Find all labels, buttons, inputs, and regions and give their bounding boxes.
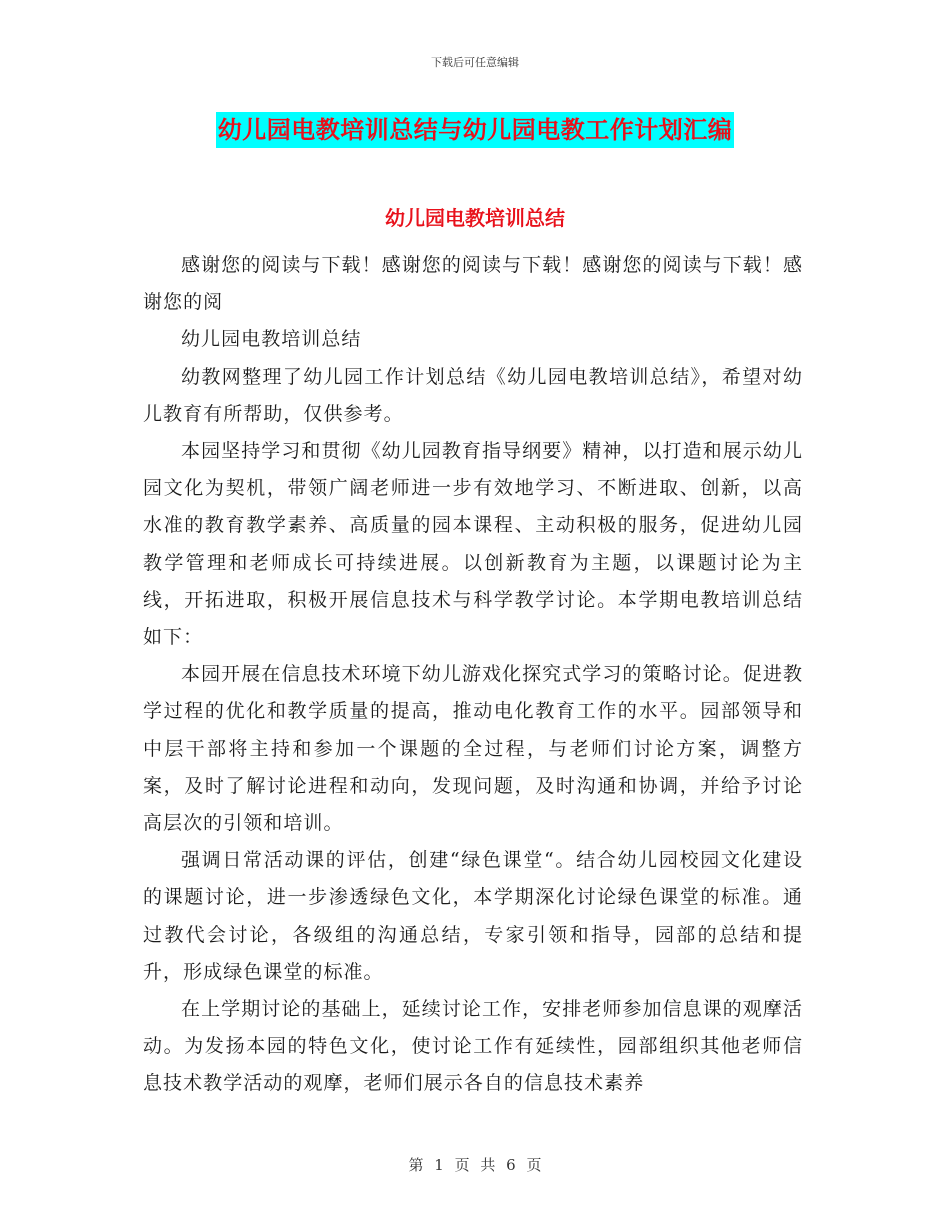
document-title-container — [0, 112, 950, 148]
paragraph-green-classroom: 强调日常活动课的评估，创建“绿色课堂“。结合幼儿园校园文化建设的课题讨论，进一步渗透绿色文化，本学期深化讨论绿色课堂的标准。通过教代会讨论，各级组的沟通总结，专家引领和指导，园部的总结和提升，形成绿色课堂的标准。 — [143, 849, 803, 983]
section-title: 幼儿园电教培训总结 — [385, 206, 565, 230]
document-title: 幼儿园电教培训总结与幼儿园电教工作计划汇编 — [216, 112, 735, 148]
paragraph-guideline: 本园坚持学习和贯彻《幼儿园教育指导纲要》精神，以打造和展示幼儿园文化为契机，带领广阔老师进一步有效地学习、不断进取、创新，以高水准的教育教学素养、高质量的园本课程、主动积极的服务，促进幼儿园教学管理和老师成长可持续进展。以创新教育为主题，以课题讨论为主线，开拓进取，积极开展信息技术与科学教学讨论。本学期电教培训总结如下： — [143, 440, 803, 649]
paragraph-subtitle: 幼儿园电教培训总结 — [181, 328, 362, 351]
document-body — [143, 247, 803, 1103]
paragraph-research: 本园开展在信息技术环境下幼儿游戏化探究式学习的策略讨论。促进教学过程的优化和教学质量的提高，推动电化教育工作的水平。园部领导和中层干部将主持和参加一个课题的全过程，与老师们讨论方案，调整方案，及时了解讨论进程和动向，发现问题，及时沟通和协调，并给予讨论高层次的引领和培训。 — [143, 663, 803, 835]
header-note: 下载后可任意编辑 — [431, 56, 519, 69]
paragraph-thanks: 感谢您的阅读与下载！感谢您的阅读与下载！感谢您的阅读与下载！感谢您的阅 — [143, 254, 803, 314]
paragraph-intro: 幼教网整理了幼儿园工作计划总结《幼儿园电教培训总结》，希望对幼儿教育有所帮助，仅供参考。 — [143, 365, 803, 425]
page-footer: 第 1 页 共 6 页 — [408, 1156, 542, 1174]
paragraph-observation: 在上学期讨论的基础上，延续讨论工作，安排老师参加信息课的观摩活动。为发扬本园的特色文化，使讨论工作有延续性，园部组织其他老师信息技术教学活动的观摩，老师们展示各自的信息技术素养 — [143, 998, 803, 1095]
